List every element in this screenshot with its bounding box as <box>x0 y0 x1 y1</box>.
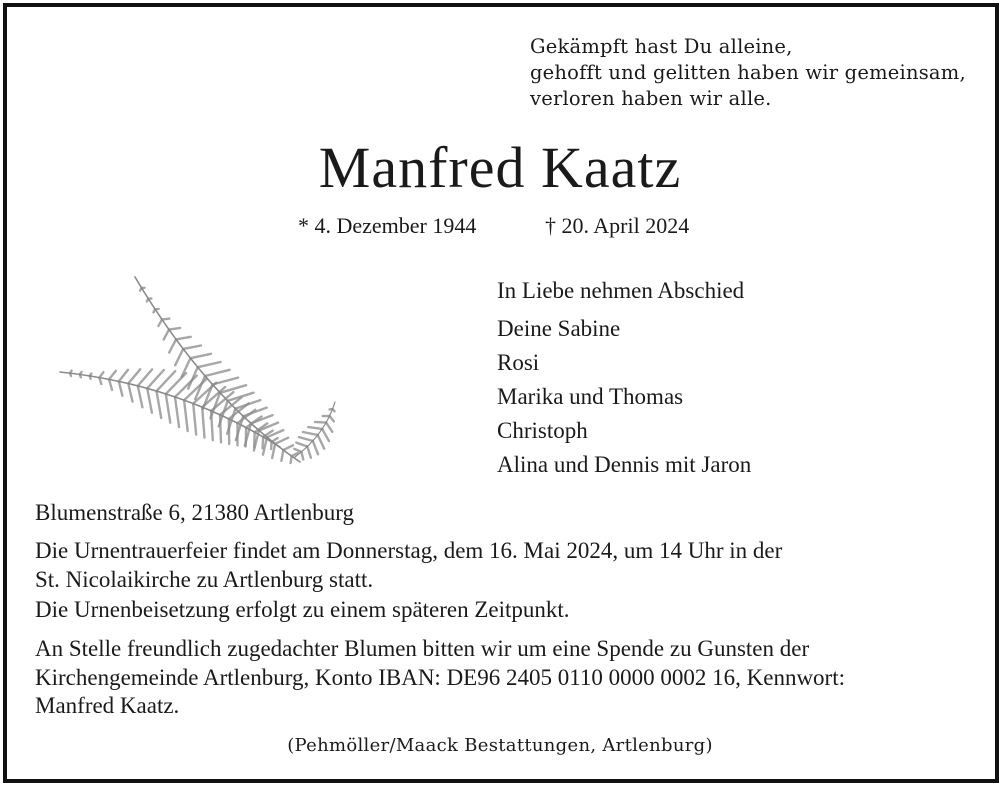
mourner-name: Alina und Dennis mit Jaron <box>497 452 752 477</box>
donation-line: Kirchengemeinde Artlenburg, Konto IBAN: DE96 2405 0110 0000 0002 16, Kennwort: <box>35 664 845 690</box>
motto <box>530 34 966 112</box>
burial-line: Die Urnenbeisetzung erfolgt zu einem späteren Zeitpunkt. <box>35 597 570 622</box>
motto-line: Gekämpft hast Du alleine, <box>530 35 793 58</box>
address-line: Blumenstraße 6, 21380 Artlenburg <box>35 500 354 525</box>
motto-line: verloren haben wir alle. <box>530 87 772 110</box>
ceremony-notice <box>35 537 782 594</box>
mourner-list <box>497 276 751 482</box>
motto-line: gehofft und gelitten haben wir gemeinsam, <box>530 61 966 84</box>
address <box>35 499 354 528</box>
donation-line: An Stelle freundlich zugedachter Blumen bitten wir um eine Spende zu Gunsten der <box>35 636 810 661</box>
donation-notice <box>35 635 845 721</box>
deceased-name: Manfred Kaatz <box>318 135 682 200</box>
mourner-name: Marika und Thomas <box>497 384 684 409</box>
donation-line: Manfred Kaatz. <box>35 693 180 718</box>
mourner-name: Rosi <box>497 350 540 375</box>
fern-icon <box>55 262 340 467</box>
funeral-home-credit: (Pehmöller/Maack Bestattungen, Artlenburg) <box>287 735 713 756</box>
death-date: † 20. April 2024 <box>545 213 690 238</box>
mourner-name: Christoph <box>497 418 588 443</box>
mourner-intro: In Liebe nehmen Abschied <box>497 278 745 303</box>
ceremony-line: St. Nicolaikirche zu Artlenburg statt. <box>35 566 374 592</box>
birth-date: * 4. Dezember 1944 <box>298 213 477 238</box>
mourner-name: Deine Sabine <box>497 316 621 341</box>
ceremony-line: Die Urnentrauerfeier findet am Donnerstag, dem 16. Mai 2024, um 14 Uhr in der <box>35 538 783 563</box>
burial-notice <box>35 596 570 625</box>
